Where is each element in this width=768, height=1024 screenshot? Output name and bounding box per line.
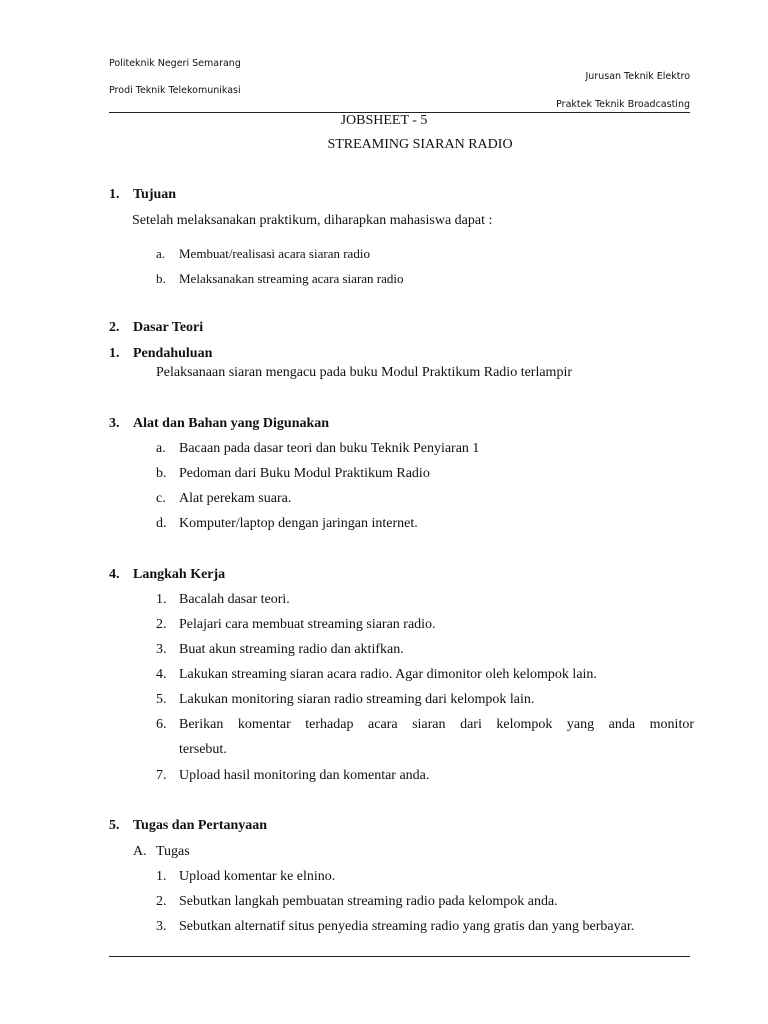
list-marker: a. <box>156 246 166 261</box>
list-marker: 7. <box>156 768 167 783</box>
list-marker: c. <box>156 491 166 506</box>
list-marker: 3. <box>156 919 167 934</box>
list-item: Upload hasil monitoring dan komentar anda. <box>179 768 430 783</box>
list-item: Sebutkan alternatif situs penyedia streaming radio yang gratis dan yang berbayar. <box>179 919 635 934</box>
footer-rule <box>109 956 690 957</box>
section-heading-alat: Alat dan Bahan yang Digunakan <box>133 416 330 431</box>
list-marker: b. <box>156 271 166 286</box>
subject-title: STREAMING SIARAN RADIO <box>327 137 513 152</box>
header-institution: Politeknik Negeri Semarang <box>109 58 241 69</box>
list-marker: 5. <box>156 692 167 707</box>
list-marker: d. <box>156 516 167 531</box>
list-item: Lakukan monitoring siaran radio streaming dari kelompok lain. <box>179 692 535 707</box>
list-item: Membuat/realisasi acara siaran radio <box>179 246 370 261</box>
subsection-marker: A. <box>133 844 147 859</box>
list-item: Sebutkan langkah pembuatan streaming radio pada kelompok anda. <box>179 894 558 909</box>
list-item: Berikan komentar terhadap acara siaran dari kelompok yang anda monitor <box>179 717 694 732</box>
tujuan-intro: Setelah melaksanakan praktikum, diharapkan mahasiswa dapat : <box>132 213 493 228</box>
section-heading-tugas: Tugas dan Pertanyaan <box>133 818 268 833</box>
list-marker: 6. <box>156 717 167 732</box>
header-program: Prodi Teknik Telekomunikasi <box>109 85 241 96</box>
list-item: Bacaan pada dasar teori dan buku Teknik Penyiaran 1 <box>179 441 480 456</box>
subsection-number: 1. <box>109 346 120 361</box>
list-item-continuation: tersebut. <box>179 742 227 757</box>
list-item: Alat perekam suara. <box>179 491 292 506</box>
section-number: 1. <box>109 187 120 202</box>
list-marker: 1. <box>156 592 167 607</box>
list-marker: a. <box>156 441 166 456</box>
list-item: Upload komentar ke elnino. <box>179 869 336 884</box>
list-item: Melaksanakan streaming acara siaran radio <box>179 271 404 286</box>
jobsheet-title: JOBSHEET - 5 <box>340 113 428 128</box>
list-marker: 1. <box>156 869 167 884</box>
list-item: Pedoman dari Buku Modul Praktikum Radio <box>179 466 430 481</box>
list-item: Bacalah dasar teori. <box>179 592 290 607</box>
list-item: Pelajari cara membuat streaming siaran radio. <box>179 617 436 632</box>
section-number: 3. <box>109 416 120 431</box>
list-item: Buat akun streaming radio dan aktifkan. <box>179 642 404 657</box>
header-course: Praktek Teknik Broadcasting <box>556 99 690 110</box>
list-marker: b. <box>156 466 167 481</box>
header-department: Jurusan Teknik Elektro <box>585 71 690 82</box>
pendahuluan-text: Pelaksanaan siaran mengacu pada buku Modul Praktikum Radio terlampir <box>156 365 573 380</box>
section-number: 5. <box>109 818 120 833</box>
section-heading-dasar-teori: Dasar Teori <box>133 320 204 335</box>
list-item: Lakukan streaming siaran acara radio. Agar dimonitor oleh kelompok lain. <box>179 667 597 682</box>
list-item: Komputer/laptop dengan jaringan internet. <box>179 516 418 531</box>
section-heading-tujuan: Tujuan <box>133 187 177 202</box>
section-heading-langkah: Langkah Kerja <box>133 567 226 582</box>
section-number: 2. <box>109 320 120 335</box>
list-marker: 4. <box>156 667 167 682</box>
subsection-heading-tugas: Tugas <box>156 844 190 859</box>
list-marker: 2. <box>156 894 167 909</box>
subsection-heading-pendahuluan: Pendahuluan <box>133 346 213 361</box>
list-marker: 3. <box>156 642 167 657</box>
list-marker: 2. <box>156 617 167 632</box>
section-number: 4. <box>109 567 120 582</box>
